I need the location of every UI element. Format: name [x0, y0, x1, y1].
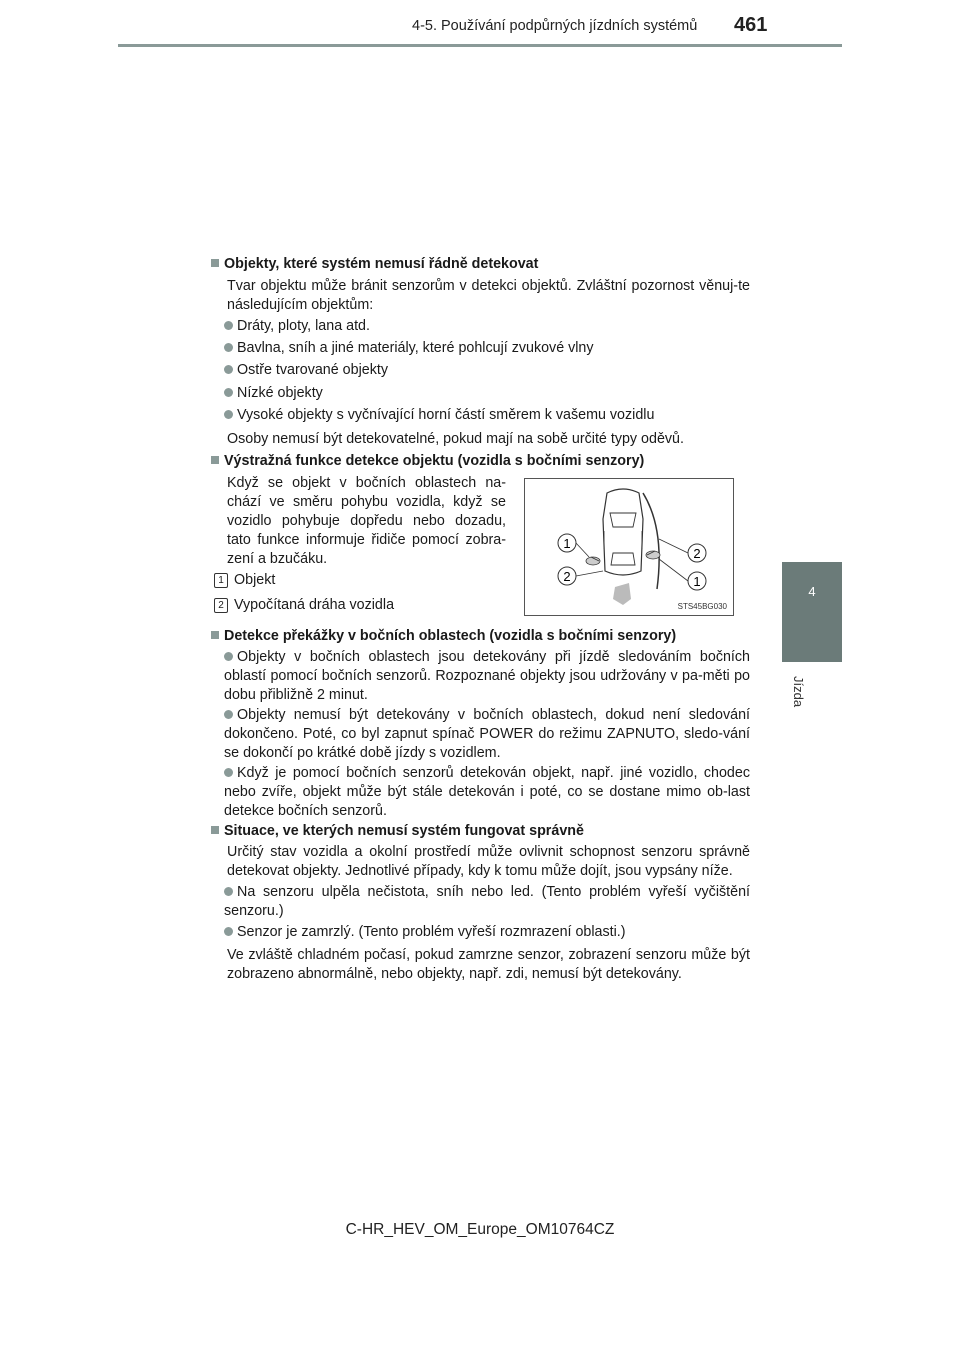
list-item-text: Objekty nemusí být detekovány v bočních oblastech, dokud není sledování dokončeno. Poté, co byl zapnut spínač POWER do režimu ZAPNUTO, sledo-vání se dokončí po krátké době jízdy s vozidlem. [224, 707, 750, 761]
list-item-text: Dráty, ploty, lana atd. [237, 318, 370, 334]
note: Osoby nemusí být detekovatelné, pokud mají na sobě určité typy oděvů. [227, 431, 684, 447]
section-heading [211, 452, 644, 471]
running-header: 4-5. Používání podpůrných jízdních systémů [412, 18, 698, 34]
illustration-figure [524, 478, 734, 616]
legend-item [214, 571, 275, 590]
legend-text: Objekt [234, 572, 276, 588]
chapter-tab-number: 4 [808, 584, 816, 599]
dot-bullet-icon [224, 710, 233, 719]
square-bullet-icon [211, 456, 219, 464]
legend-number: 2 [214, 598, 228, 613]
list-item-text: Bavlna, sníh a jiné materiály, které pohlcují zvukové vlny [237, 340, 594, 356]
dot-bullet-icon [224, 388, 233, 397]
legend-item [214, 596, 394, 615]
note: Ve zvláště chladném počasí, pokud zamrzne senzor, zobrazení senzoru může být zobrazeno abnormálně, nebo objekty, např. zdi, nemusí být detekovány. [227, 947, 750, 982]
section-heading-text: Výstražná funkce detekce objektu (vozidla s bočními senzory) [224, 453, 645, 469]
list-item-text: Senzor je zamrzlý. (Tento problém vyřeší rozmrazení oblasti.) [237, 924, 626, 940]
list-item [224, 923, 626, 942]
callout-marker [659, 539, 706, 562]
callout-number: 1 [563, 536, 571, 551]
section-heading [211, 255, 538, 274]
list-item-text: Nízké objekty [237, 385, 323, 401]
section-heading [211, 627, 676, 646]
dot-bullet-icon [224, 768, 233, 777]
list-item [224, 384, 323, 403]
callout-marker [659, 559, 706, 590]
section-heading-text: Situace, ve kterých nemusí systém fungovat správně [224, 823, 584, 839]
callout-marker [558, 567, 603, 585]
list-item [224, 883, 750, 921]
callout-number: 2 [693, 546, 701, 561]
list-item [224, 339, 594, 358]
list-item [224, 317, 370, 336]
square-bullet-icon [211, 259, 219, 267]
section-heading-text: Objekty, které systém nemusí řádně detekovat [224, 256, 539, 272]
dot-bullet-icon [224, 321, 233, 330]
paragraph: Když se objekt v bočních oblastech na-chází ve směru pohybu vozidla, když se vozidlo pohybuje dopředu nebo dozadu, tato funkce informuje řidiče pomocí zobra-zení a bzučáku. [227, 475, 506, 567]
direction-arrow-icon [613, 583, 631, 605]
list-item [224, 361, 388, 380]
car-sensor-diagram [525, 479, 733, 615]
dot-bullet-icon [224, 652, 233, 661]
chapter-tab-label: Jízda [791, 676, 806, 708]
square-bullet-icon [211, 631, 219, 639]
car-body-icon [603, 489, 643, 575]
list-item-text: Na senzoru ulpěla nečistota, sníh nebo led. (Tento problém vyřeší vyčištění senzoru.) [224, 884, 750, 919]
list-item-text: Ostře tvarované objekty [237, 362, 388, 378]
paragraph: Určitý stav vozidla a okolní prostředí může ovlivnit schopnost senzoru správně detekovat objekty. Jednotlivé případy, kdy k tomu může dojít, jsou vypsány níže. [227, 844, 750, 879]
dot-bullet-icon [224, 365, 233, 374]
dot-bullet-icon [224, 927, 233, 936]
dot-bullet-icon [224, 887, 233, 896]
section-heading-text: Detekce překážky v bočních oblastech (vozidla s bočními senzory) [224, 628, 677, 644]
list-item [224, 764, 750, 821]
list-item [224, 648, 750, 705]
list-item-text: Když je pomocí bočních senzorů detekován objekt, např. jiné vozidlo, chodec nebo zvíře, objekt může být stále detekován i poté, co se dostane mimo ob-last detekce bočních senzorů. [224, 765, 750, 819]
paragraph: Tvar objektu může bránit senzorům v detekci objektů. Zvláštní pozornost věnuj-te následujícím objektům: [227, 278, 750, 313]
list-item-text: Objekty v bočních oblastech jsou detekovány při jízdě sledováním bočních oblastí pomocí bočních senzorů. Rozpoznané objekty jsou udržovány v pa-měti po dobu přibližně 2 minut. [224, 649, 750, 703]
section-heading [211, 822, 584, 841]
page-number: 461 [734, 14, 768, 36]
callout-marker [558, 534, 589, 557]
figure-code: STS45BG030 [677, 602, 727, 611]
dot-bullet-icon [224, 410, 233, 419]
list-item [224, 406, 654, 425]
list-item-text: Vysoké objekty s vyčnívající horní částí směrem k vašemu vozidlu [237, 407, 655, 423]
document-footer: C-HR_HEV_OM_Europe_OM10764CZ [345, 1221, 615, 1238]
legend-number: 1 [214, 573, 228, 588]
callout-number: 2 [563, 569, 571, 584]
callout-number: 1 [693, 574, 701, 589]
legend-text: Vypočítaná dráha vozidla [234, 597, 395, 613]
vehicle-path-line [643, 493, 659, 589]
header-divider [118, 44, 842, 47]
list-item [224, 706, 750, 763]
square-bullet-icon [211, 826, 219, 834]
chapter-tab [782, 562, 842, 662]
dot-bullet-icon [224, 343, 233, 352]
